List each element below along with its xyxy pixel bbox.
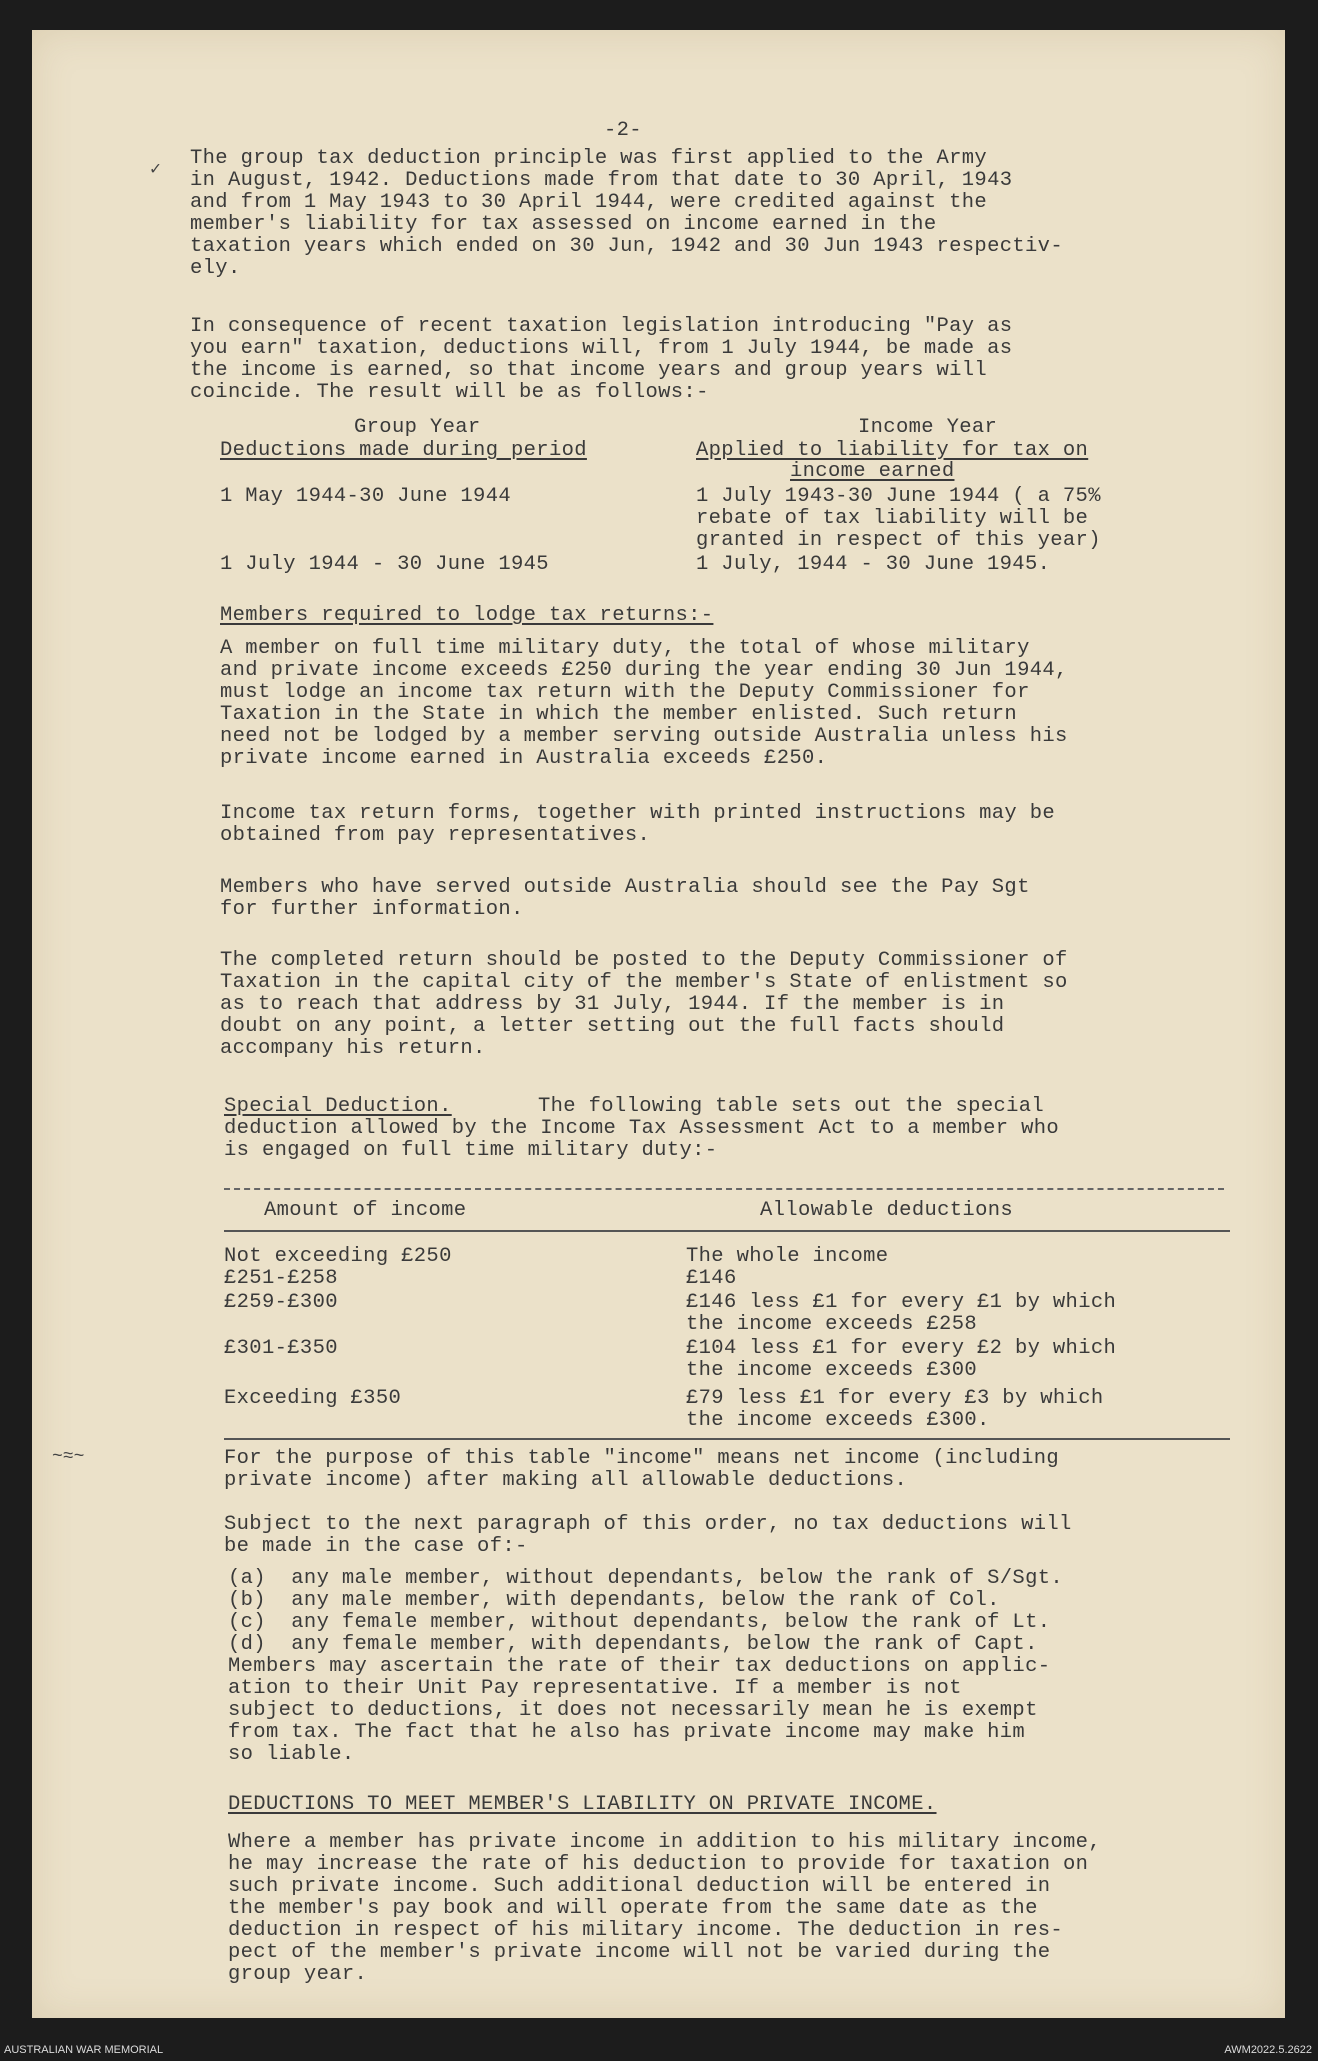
text-line: In consequence of recent taxation legislation introducing "Pay as — [190, 315, 1013, 338]
members-required-heading: Members required to lodge tax returns:- — [220, 604, 714, 627]
text-line: The completed return should be posted to the Deputy Commissioner of — [220, 949, 1068, 972]
text-line: Taxation in the State in which the member enlisted. Such return — [220, 703, 1018, 726]
text-line: the member's pay book and will operate from the same date as the — [228, 1897, 1038, 1920]
text-line: from tax. The fact that he also has private income may make him — [228, 1721, 1026, 1744]
text-line: £79 less £1 for every £3 by which — [686, 1387, 1104, 1410]
table-row-deduction — [686, 1246, 888, 1268]
text-line: the income exceeds £300. — [686, 1409, 990, 1432]
text-line: such private income. Such additional deduction will be entered in — [228, 1875, 1051, 1898]
text-line: and from 1 May 1943 to 30 April 1944, were credited against the — [190, 191, 988, 214]
members-required-paragraph — [220, 638, 1068, 770]
text-line: he may increase the rate of his deduction to provide for taxation on — [228, 1853, 1089, 1876]
text-line: Income tax return forms, together with printed instructions may be — [220, 802, 1056, 825]
text-line: rebate of tax liability will be — [696, 507, 1089, 530]
consequence-paragraph — [190, 316, 1012, 404]
footer-source: AUSTRALIAN WAR MEMORIAL — [4, 2044, 164, 2056]
subject-paragraph — [224, 1514, 1072, 1558]
text-line: member's liability for tax assessed on income earned in the — [190, 213, 937, 236]
table-row-deduction — [686, 1292, 1116, 1336]
after-cases-paragraph — [228, 1656, 1050, 1766]
text-line: taxation years which ended on 30 Jun, 1942 and 30 Jun 1943 respectiv- — [190, 235, 1063, 258]
text-line: (a) any male member, without dependants, below the rank of S/Sgt. — [228, 1567, 1064, 1590]
income-year-heading: Income Year — [858, 416, 998, 439]
special-deduction-heading: Special Deduction. — [224, 1095, 452, 1118]
table-top-rule — [224, 1188, 1224, 1190]
table-bottom-rule — [224, 1438, 1230, 1440]
table-header-rule — [224, 1230, 1230, 1232]
text-line: Subject to the next paragraph of this order, no tax deductions will — [224, 1513, 1072, 1536]
text-line: For the purpose of this table "income" means net income (including — [224, 1447, 1060, 1470]
text-line: private income) after making all allowable deductions. — [224, 1469, 908, 1492]
text-line: (c) any female member, without dependants, below the rank of Lt. — [228, 1611, 1051, 1634]
income-year-subheading-1: Applied to liability for tax on — [696, 439, 1089, 462]
group-year-heading: Group Year — [354, 416, 481, 439]
amount-of-income-header: Amount of income — [264, 1199, 467, 1222]
text-line: Taxation in the capital city of the member's State of enlistment so — [220, 971, 1068, 994]
text-line: accompany his return. — [220, 1037, 486, 1060]
margin-mark: ~≈~ — [52, 1447, 85, 1467]
special-deduction-line-2: deduction allowed by the Income Tax Assessment Act to a member who — [224, 1117, 1060, 1140]
text-line: (b) any male member, with dependants, below the rank of Col. — [228, 1589, 1000, 1612]
table-row-deduction — [686, 1268, 737, 1290]
text-line: for further information. — [220, 898, 524, 921]
table-row-deduction — [686, 1388, 1104, 1432]
table-row-income: £259-£300 — [224, 1291, 338, 1314]
special-deduction-line-3: is engaged on full time military duty:- — [224, 1139, 718, 1162]
special-deduction-line-1: The following table sets out the special — [538, 1095, 1045, 1118]
year-row-2-right — [696, 554, 1050, 576]
table-row-income: Not exceeding £250 — [224, 1245, 452, 1268]
text-line: as to reach that address by 31 July, 1944. If the member is in — [220, 993, 1005, 1016]
text-line: £146 less £1 for every £1 by which — [686, 1291, 1117, 1314]
text-line: ely. — [190, 257, 241, 280]
text-line: the income exceeds £258 — [686, 1313, 977, 1336]
purpose-paragraph — [224, 1448, 1059, 1492]
year-row-1-right — [696, 486, 1101, 552]
text-line: Where a member has private income in addition to his military income, — [228, 1831, 1101, 1854]
completed-return-paragraph — [220, 950, 1068, 1060]
text-line: The whole income — [686, 1245, 889, 1268]
text-line: subject to deductions, it does not necessarily mean he is exempt — [228, 1699, 1038, 1722]
text-line: The group tax deduction principle was first applied to the Army — [190, 147, 988, 170]
text-line: group year. — [228, 1963, 368, 1986]
text-line: A member on full time military duty, the total of whose military — [220, 637, 1030, 660]
page-number: -2- — [604, 119, 642, 142]
text-line: granted in respect of this year) — [696, 529, 1101, 552]
year-row-2-left: 1 July 1944 - 30 June 1945 — [220, 553, 549, 576]
text-line: and private income exceeds £250 during the year ending 30 Jun 1944, — [220, 659, 1068, 682]
text-line: pect of the member's private income will not be varied during the — [228, 1941, 1051, 1964]
table-row-deduction — [686, 1338, 1116, 1382]
margin-mark: ✓ — [150, 160, 161, 180]
private-income-heading: DEDUCTIONS TO MEET MEMBER'S LIABILITY ON PRIVATE INCOME. — [228, 1793, 937, 1816]
text-line: deduction in respect of his military income. The deduction in res- — [228, 1919, 1064, 1942]
text-line: 1 July 1943-30 June 1944 ( a 75% — [696, 485, 1101, 508]
forms-paragraph — [220, 803, 1055, 847]
text-line: the income is earned, so that income years and group years will — [190, 359, 988, 382]
text-line: obtained from pay representatives. — [220, 824, 651, 847]
text-line: coincide. The result will be as follows:- — [190, 381, 709, 404]
table-row-income: £251-£258 — [224, 1267, 338, 1290]
table-row-income: £301-£350 — [224, 1337, 338, 1360]
table-row-income: Exceeding £350 — [224, 1387, 402, 1410]
year-row-1-left: 1 May 1944-30 June 1944 — [220, 485, 511, 508]
text-line: 1 July, 1944 - 30 June 1945. — [696, 553, 1051, 576]
text-line: Members may ascertain the rate of their tax deductions on applic- — [228, 1655, 1051, 1678]
income-year-subheading-2: income earned — [790, 460, 955, 483]
text-line: the income exceeds £300 — [686, 1359, 977, 1382]
text-line: you earn" taxation, deductions will, from 1 July 1944, be made as — [190, 337, 1013, 360]
group-year-subheading: Deductions made during period — [220, 439, 587, 462]
text-line: must lodge an income tax return with the Deputy Commissioner for — [220, 681, 1030, 704]
footer-id: AWM2022.5.2622 — [1224, 2044, 1312, 2056]
text-line: in August, 1942. Deductions made from that date to 30 April, 1943 — [190, 169, 1013, 192]
text-line: (d) any female member, with dependants, below the rank of Capt. — [228, 1633, 1038, 1656]
cases-list — [228, 1568, 1063, 1656]
text-line: £146 — [686, 1267, 737, 1290]
text-line: Members who have served outside Australia should see the Pay Sgt — [220, 876, 1030, 899]
text-line: doubt on any point, a letter setting out the full facts should — [220, 1015, 1005, 1038]
text-line: £104 less £1 for every £2 by which — [686, 1337, 1117, 1360]
text-line: be made in the case of:- — [224, 1535, 528, 1558]
allowable-deductions-header: Allowable deductions — [760, 1199, 1014, 1222]
text-line: need not be lodged by a member serving outside Australia unless his — [220, 725, 1068, 748]
text-line: ation to their Unit Pay representative. If a member is not — [228, 1677, 962, 1700]
intro-paragraph — [190, 148, 1063, 280]
outside-paragraph — [220, 877, 1030, 921]
text-line: so liable. — [228, 1743, 355, 1766]
text-line: private income earned in Australia exceeds £250. — [220, 747, 828, 770]
private-income-paragraph — [228, 1832, 1101, 1986]
